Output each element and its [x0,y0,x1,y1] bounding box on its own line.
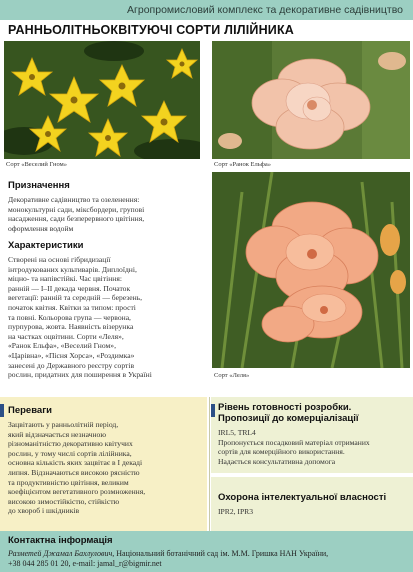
divider [209,397,210,531]
characteristics-heading: Характеристики [8,240,84,251]
readiness-heading-line2: Пропозиції до комерціалізації [218,413,359,424]
characteristics-line: міцно- та напівстійкі. Час цвітіння: [8,274,122,284]
characteristics-line: вегетації: ранній та середній — березень, [8,293,142,303]
contact-line-1 [8,549,328,558]
ip-text: IPR2, IPR3 [218,507,254,516]
contact-section [0,531,413,572]
characteristics-line: «Ранок Ельфа», «Веселий Гном», [8,341,117,351]
advantages-line: основна кількість яких зацвітає в I декаді [8,458,143,468]
photo-caption-1: Сорт «Веселий Гном» [6,161,68,168]
advantages-heading: Переваги [8,405,52,416]
characteristics-line: інтродукованих культиварів. Диплоїдні, [8,264,137,274]
characteristics-line: початок квітня. Квітки за типом: прості [8,302,136,312]
readiness-line: Пропонується посадковий матеріал отриманих [218,437,370,447]
purpose-line: насадження, сади безперервного цвітіння, [8,214,145,224]
photo-coral-daylily [212,172,410,368]
accent-bar [211,404,215,417]
advantages-line: Зацвітають у ранньолітній період, [8,420,119,429]
purpose-line: Декоративне садівництво та озеленення: [8,195,140,204]
photo-yellow-daylily [4,41,200,159]
characteristics-line: на частках оцвітини. Сорти «Леля», [8,331,124,341]
contact-line-2: +38 044 285 01 20, e-mail: jamal_r@bigmir.net [8,559,162,568]
characteristics-line: та повні. Кольорова група — червона, [8,312,131,322]
topbar: Агропромисловий комплекс та декоративне садівництво [0,0,413,20]
characteristics-line: Створені на основі гібридизації [8,255,111,264]
advantages-text [8,420,145,516]
advantages-line: який відзначається незначною [8,429,106,439]
contact-heading: Контактна інформація [8,535,113,546]
photo-caption-3: Сорт «Леля» [214,372,250,379]
advantages-line: та продуктивністю цвітіння, великим [8,477,129,487]
readiness-text [218,428,370,466]
purpose-heading: Призначення [8,180,70,191]
characteristics-line: рослин, придатних для поширення в Україні [8,370,152,380]
advantages-line: різноманітністю декоративно квітучих [8,439,133,449]
purpose-line: оформлення водойм [8,223,74,233]
advantages-line: липня. Відзначаються високою рясністю [8,467,140,477]
characteristics-line: «Царівна», «Пісня Хорса», «Роздимка» [8,350,135,360]
purpose-text [8,195,144,233]
contact-org: , Національний ботанічний сад ім. М.М. Гришка НАН України, [112,549,329,558]
readiness-line: IRL5, TRL4 [218,428,256,437]
advantages-line: до хвороб і шкідників [8,506,80,516]
advantages-line: рослин, у тому числі сортів лілійника, [8,448,132,458]
characteristics-line: ранній — I–II декада червня. Початок [8,283,131,293]
contact-name: Разметей Джамал Бахлулович [8,549,113,558]
readiness-line: Надається консультативна допомога [218,456,336,466]
characteristics-line: пурпурова, жовта. Наявність візерунка [8,322,134,332]
ip-box [211,477,413,531]
readiness-line: сортів для комерційного використання. [218,447,345,457]
readiness-heading-line1: Рівень готовності розробки. [218,402,352,413]
advantages-line: високою зимостійкістю, стійкістю [8,496,120,506]
characteristics-line: занесені до Державного реєстру сортів [8,360,135,370]
characteristics-text [8,255,152,380]
purpose-line: монокультурні сади, міксбордери, групові [8,204,145,214]
ip-heading: Охорона інтелектуальної власності [218,492,387,503]
page-title: РАННЬОЛІТНЬОКВІТУЮЧІ СОРТИ ЛІЛІЙНИКА [8,23,295,37]
accent-bar [0,404,4,417]
advantages-line: коефіцієнтом вегетативного розмноження, [8,487,146,497]
photo-peach-daylily [212,41,410,159]
photo-caption-2: Сорт «Ранок Ельфа» [214,161,272,168]
